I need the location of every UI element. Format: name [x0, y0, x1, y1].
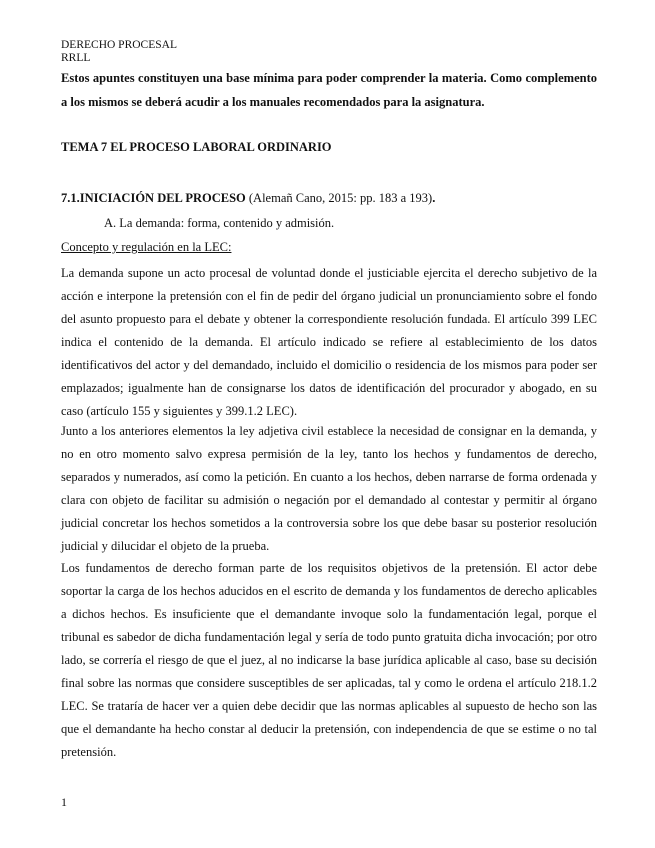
- section-heading: [61, 191, 435, 206]
- paragraph: Los fundamentos de derecho forman parte de los requisitos objetivos de la pretensión. El actor debe soportar la carga de los hechos aducidos en el escrito de demanda y los fundamentos de derecho aplicables a dichos hechos. Es insuficiente que el demandante invoque solo la fundamentación legal, porque el tribunal es sabedor de dicha fundamentación legal y sería de todo punto gratuita dicha invocación; por otro lado, se correría el riesgo de que el juez, al no indicarse la base jurídica aplicable al caso, base su decisión final sobre las normas que considere susceptibles de ser aplicadas, tal y como le ordena el artículo 218.1.2 LEC. Se trataría de hacer ver a quien debe decidir que las normas aplicables al supuesto de hecho son las que el demandante ha hecho constar al deducir la pretensión, con independencia de que se estime o no tal pretensión.: [61, 561, 597, 759]
- paragraph: La demanda supone un acto procesal de voluntad donde el justiciable ejercita el derecho subjetivo de la acción e interpone la pretensión con el fin de pedir del órgano judicial un pronunciamiento sobre el fondo del asunto propuesto para el debate y obtener la correspondiente resolución fundada. El artículo 399 LEC indica el contenido de la demanda. El artículo indicado se refiere al establecimiento de los datos identificativos del actor y del demandado, incluido el domicilio o residencia de los mismos para poder ser emplazados; igualmente han de consignarse los datos de identificación del procurador y abogado, en su caso (artículo 155 y siguientes y 399.1.2 LEC).: [61, 266, 597, 418]
- intro-notice: Estos apuntes constituyen una base mínima para poder comprender la materia. Como complemento a los mismos se deberá acudir a los manuales recomendados para la asignatura.: [61, 71, 597, 109]
- concept-heading: Concepto y regulación en la LEC:: [61, 240, 232, 254]
- topic-title: TEMA 7 EL PROCESO LABORAL ORDINARIO: [61, 140, 332, 154]
- section-period: .: [432, 191, 436, 205]
- page-header: [61, 39, 177, 65]
- page-number: 1: [61, 795, 67, 809]
- section-reference: (Alemañ Cano, 2015: pp. 183 a 193): [245, 191, 433, 205]
- paragraph: Junto a los anteriores elementos la ley adjetiva civil establece la necesidad de consignar en la demanda, y no en otro momento salvo expresa permisión de la ley, tanto los hechos y fundamentos de derecho, separados y numerados, así como la petición. En cuanto a los hechos, deben narrarse de forma ordenada y clara con objeto de facilitar su admisión o negación por el demandado al contestar y permitir al órgano judicial concretar los hechos sometidos a la controversia sobre los que debe basar su posterior resolución judicial y dilucidar el objeto de la prueba.: [61, 424, 597, 553]
- header-program: RRLL: [61, 52, 91, 64]
- header-course: DERECHO PROCESAL: [61, 39, 177, 51]
- subsection-heading: A. La demanda: forma, contenido y admisión.: [104, 216, 335, 230]
- section-title: 7.1.INICIACIÓN DEL PROCESO: [61, 191, 246, 205]
